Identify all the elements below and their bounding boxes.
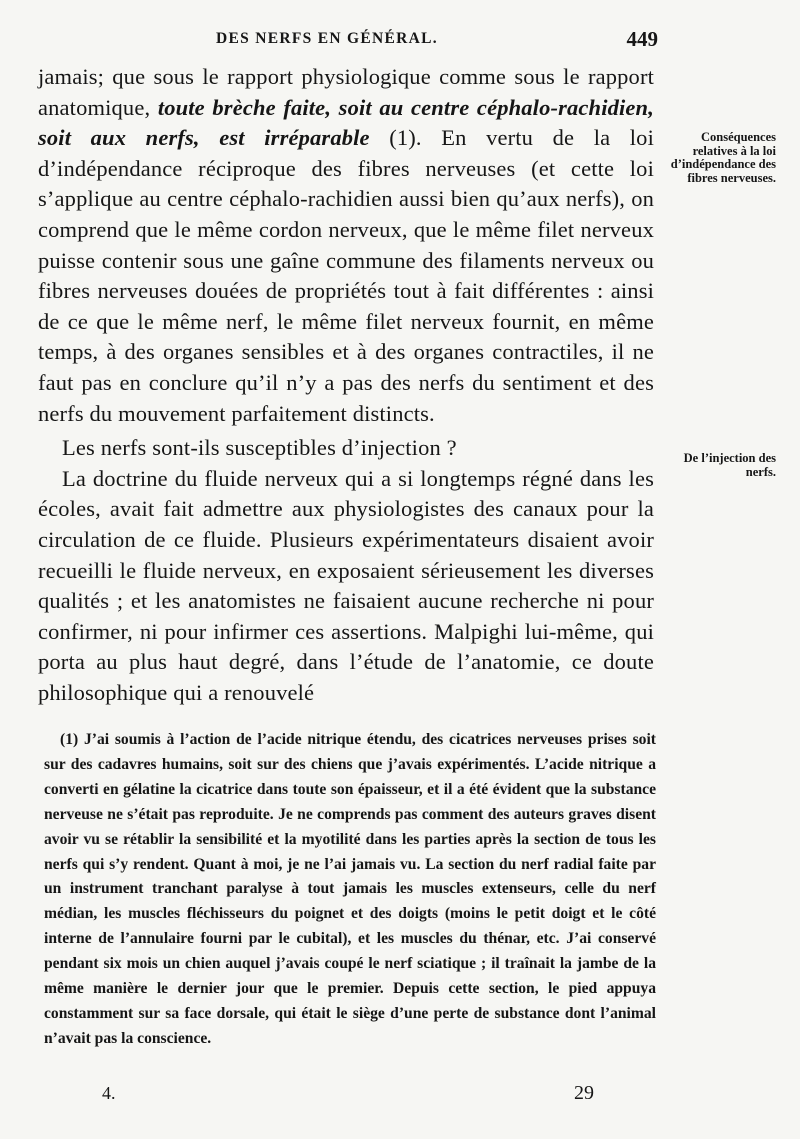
main-text [38, 62, 654, 708]
signature-mark: 4. [102, 1083, 116, 1103]
page-number: 449 [626, 27, 658, 51]
paragraph-1-italic: toute brèche faite, soit au centre céphalo-rachidien, soit aux nerfs, est irréparable [38, 94, 654, 151]
paragraph-1-end: (1). En vertu de la loi d’indépendance réciproque des fibres nerveuses (et cette loi s’applique au centre céphalo-rachidien aussi bien qu’aux nerfs), on comprend que le même cordon nerveux, que le même filet nerveux puisse contenir sous une gaîne commune des filaments nerveux ou fibres nerveuses douées de propriétés tout à fait différentes : ainsi de ce que le même nerf, le même filet nerveux fournit, en même temps, à des organes sensibles et à des organes contractiles, il ne faut pas en conclure qu’il n’y a pas des nerfs du sentiment et des nerfs du mouvement parfaitement distincts. [38, 125, 654, 426]
sheet-number: 29 [574, 1082, 594, 1104]
paragraph-1 [38, 62, 654, 429]
running-title: DES NERFS EN GÉNÉRAL. [216, 30, 438, 47]
question-heading: Les nerfs sont-ils susceptibles d’injection ? [62, 435, 457, 461]
running-head [38, 27, 658, 52]
paragraph-1-start: jamais; que sous le rapport physiologique comme sous le rapport anatomique, [38, 64, 654, 120]
footnote [44, 728, 656, 1052]
margin-note-injection: De l’injection des nerfs. [683, 451, 776, 479]
paragraph-2: La doctrine du fluide nerveux qui a si longtemps régné dans les écoles, avait fait admettre aux physiologistes des canaux pour la circulation de ce fluide. Plusieurs expérimentateurs disaient avoir recueilli le fluide nerveux, en exposaient sérieusement les diverses qualités ; et les anatomistes ne faisaient aucune recherche ni pour confirmer, ni pour infirmer ces assertions. Malpighi lui-même, qui porta au plus haut degré, dans l’étude de l’anatomie, ce doute philosophique qui a renouvelé [38, 465, 654, 705]
margin-note-consequences: Conséquences relatives à la loi d’indépendance des fibres nerveuses. [670, 130, 776, 185]
footnote-text: (1) J’ai soumis à l’action de l’acide nitrique étendu, des cicatrices nerveuses prises soit sur des cadavres humains, soit sur des chiens que j’avais expérimentés. L’acide nitrique a converti en gélatine la cicatrice dans toute son épaisseur, et il a été évident que la substance nerveuse ne s’était pas reproduite. Je ne comprends pas comment des auteurs graves disent avoir vu se rétablir la sensibilité et la myotilité dans les parties après la section de tous les nerfs qui s’y rendent. Quant à moi, je ne l’ai jamais vu. La section du nerf radial faite par un instrument tranchant paralyse à tout jamais les muscles extenseurs, celle du nerf médian, les muscles fléchisseurs du poignet et des doigts (moins le petit doigt et le côté interne de l’annulaire fourni par le cubital), et les muscles du thénar, etc. J’ai conservé pendant six mois un chien auquel j’avais coupé le nerf sciatique ; il traînait la jambe de la même manière le dernier jour que le premier. Depuis cette section, le pied appuya constamment sur sa face dorsale, qui était le siège d’une perte de substance dont l’animal n’avait pas la conscience. [44, 731, 656, 1047]
